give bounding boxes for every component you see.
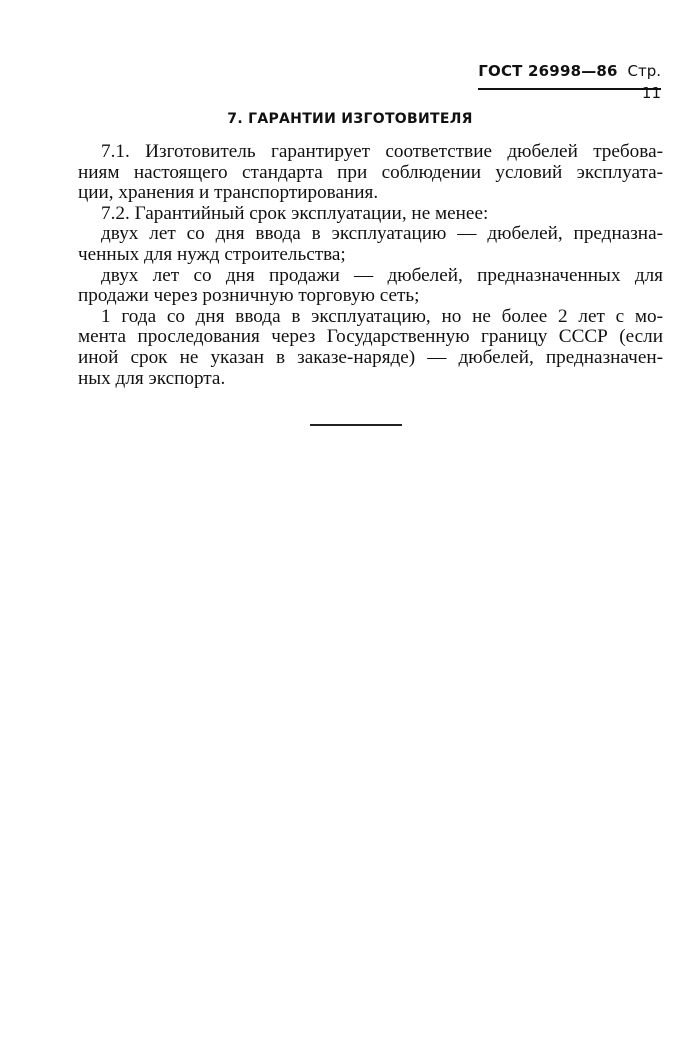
list-item-export-line: 1 года со дня ввода в эксплуатацию, но не более 2 лет с мо-: [101, 305, 663, 327]
section-title: 7. ГАРАНТИИ ИЗГОТОВИТЕЛЯ: [227, 111, 473, 127]
list-item-retail-line: двух лет со дня продажи — дюбелей, предназначенных для: [101, 264, 663, 286]
list-item-export-line: ных для экспорта.: [78, 367, 226, 389]
page-number: Стр. 11: [627, 62, 661, 102]
paragraph-7-2-line: 7.2. Гарантийный срок эксплуатации, не менее:: [101, 202, 489, 224]
list-item-construction-line: двух лет со дня ввода в эксплуатацию — дюбелей, предназна-: [101, 223, 663, 245]
list-item-construction-line: ченных для нужд строительства;: [78, 243, 346, 265]
page-header: [478, 60, 661, 102]
section-body: [78, 142, 663, 389]
standard-number: ГОСТ 26998—86: [478, 62, 618, 80]
list-item-export-line: иной срок не указан в заказе-наряде) — дюбелей, предназначен-: [78, 346, 663, 368]
end-divider: [310, 424, 402, 426]
paragraph-7-1-line: ниям настоящего стандарта при соблюдении условий эксплуата-: [78, 161, 663, 183]
paragraph-7-1-line: 7.1. Изготовитель гарантирует соответствие дюбелей требова-: [101, 141, 663, 162]
list-item-export-line: мента проследования через Государственную границу СССР (если: [78, 326, 663, 348]
paragraph-7-1-line: ции, хранения и транспортирования.: [78, 182, 379, 204]
list-item-retail-line: продажи через розничную торговую сеть;: [78, 285, 420, 307]
